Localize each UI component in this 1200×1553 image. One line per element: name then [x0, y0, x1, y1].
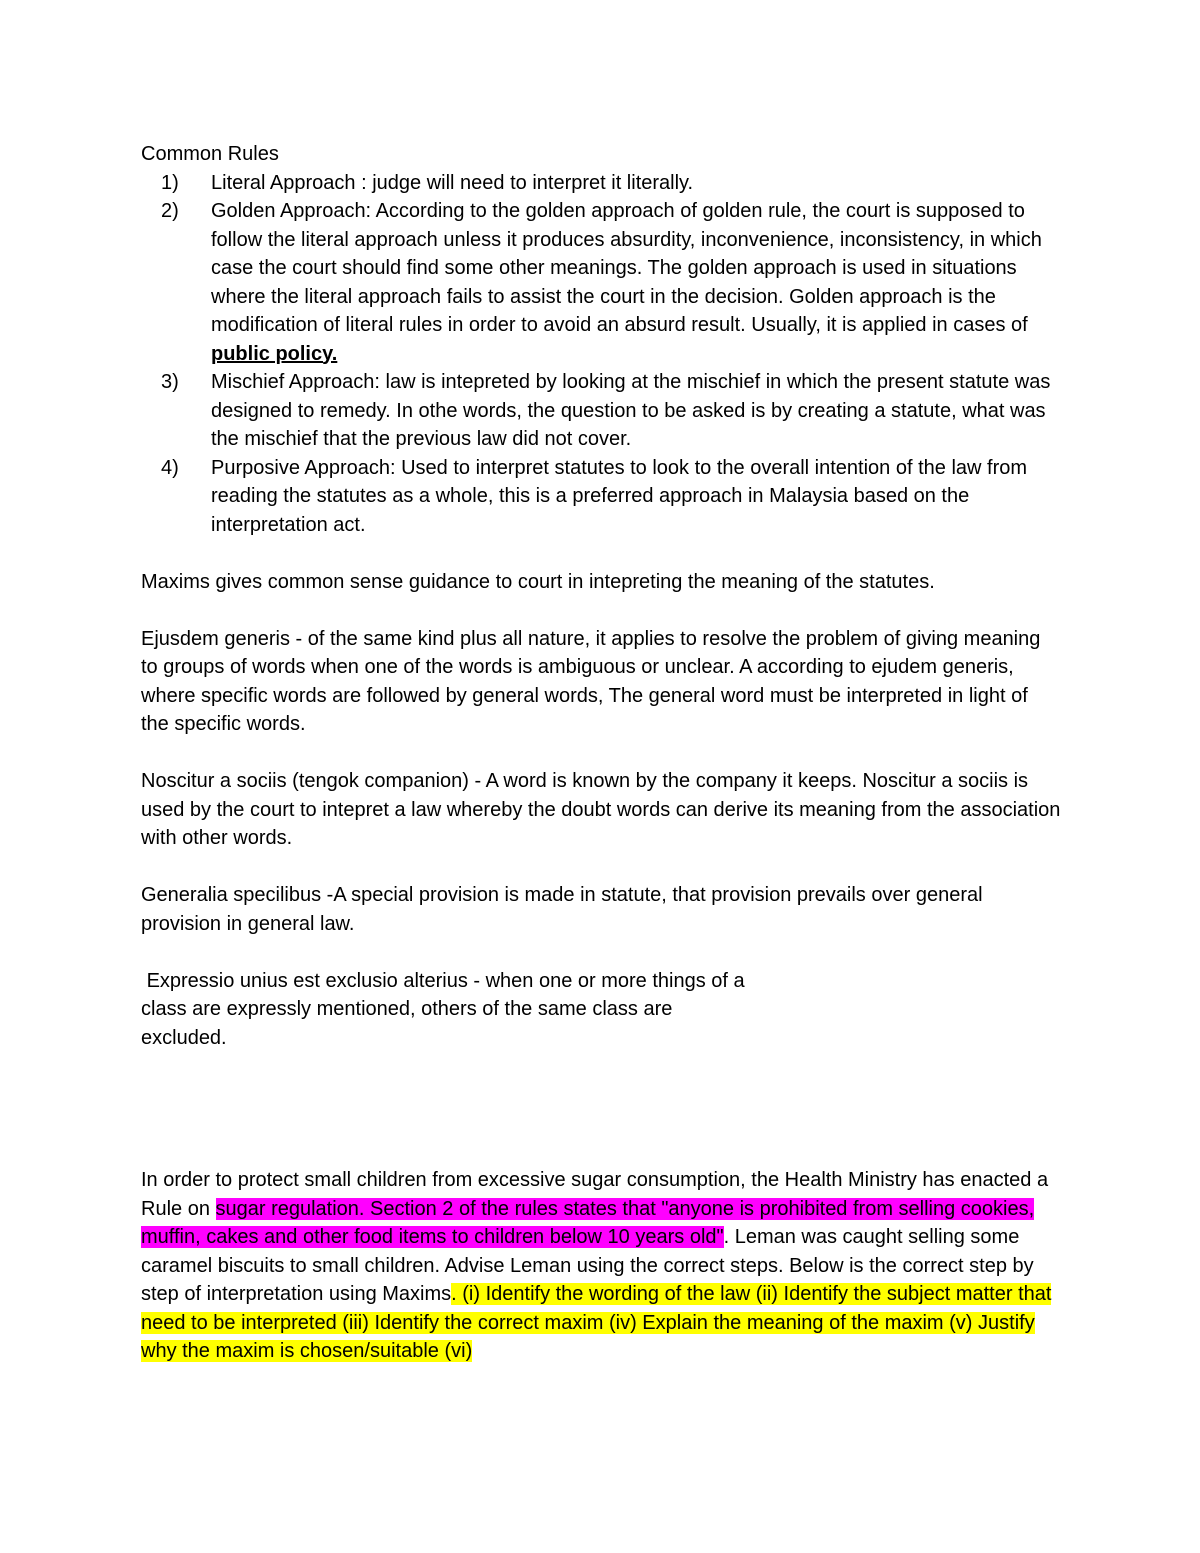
rule-number: 4): [161, 456, 179, 479]
rule-item: [141, 169, 1061, 198]
expressio-paragraph: Expressio unius est exclusio alterius - when one or more things of a class are expressly mentioned, others of the same class are excluded.: [141, 969, 751, 1049]
document-page: [141, 140, 1061, 1366]
ejusdem-generis-paragraph: Ejusdem generis - of the same kind plus all nature, it applies to resolve the problem of giving meaning to groups of words when one of the words is ambiguous or unclear. A according to ejudem generis, where specific words are followed by general words, The general word must be interpreted in light of the specific words.: [141, 627, 1041, 735]
spacer: [141, 539, 1061, 568]
rule-text: Mischief Approach: law is intepreted by looking at the mischief in which the present statute was designed to remedy. In othe words, the question to be asked is by creating a statute, what was the mischief that the previous law did not cover.: [211, 371, 1051, 450]
spacer: [141, 853, 1061, 882]
rules-list: [141, 169, 1061, 540]
rule-text: Golden Approach: According to the golden approach of golden rule, the court is supposed to follow the literal approach unless it produces absurdity, inconvenience, inconsistency, in which case the court should find some other meanings. The golden approach is used in situations where the literal approach fails to assist the court in the decision. Golden approach is the modification of literal rules in order to avoid an absurd result. Usually, it is applied in cases of: [211, 200, 1042, 336]
rule-text: Purposive Approach: Used to interpret statutes to look to the overall intention of the law from reading the statutes as a whole, this is a preferred approach in Malaysia based on the interpretation act.: [211, 456, 1028, 536]
heading-common-rules: Common Rules: [141, 143, 279, 165]
rule-item: [141, 197, 1061, 368]
public-policy-emphasis: public policy.: [211, 342, 338, 365]
yellow-highlighted-text: . (i) Identify the wording of the law (ii) Identify the subject matter that need to be interpreted (iii) Identify the correct maxim (iv) Explain the meaning of the maxim (v) Justify why the maxim is chosen/suitable (vi): [141, 1283, 1052, 1362]
spacer: [141, 739, 1061, 768]
rule-number: 2): [161, 200, 179, 222]
maxims-intro-paragraph: Maxims gives common sense guidance to court in intepreting the meaning of the statutes.: [141, 570, 935, 593]
generalia-paragraph: Generalia specilibus -A special provision is made in statute, that provision prevails over general provision in general law.: [141, 884, 983, 935]
rule-text: Literal Approach : judge will need to interpret it literally.: [211, 171, 694, 194]
question-paragraph: [141, 1166, 1061, 1366]
spacer: [141, 596, 1061, 625]
rule-number: 3): [161, 371, 179, 393]
question-text: . Leman was caught selling some caramel biscuits to small children. Advise Leman using the correct steps. Below is the correct step by step of interpretation using Maxims: [141, 1226, 1034, 1305]
noscitur-paragraph: Noscitur a sociis (tengok companion) - A word is known by the company it keeps. Noscitur a sociis is used by the court to intepret a law whereby the doubt words can derive its meaning from the association with other words.: [141, 770, 1061, 849]
pink-highlighted-text: sugar regulation. Section 2 of the rules states that "anyone is prohibited from selling cookies, muffin, cakes and other food items to children below 10 years old": [141, 1197, 1035, 1248]
rule-item: [141, 368, 1061, 454]
spacer: [141, 1052, 1061, 1166]
rule-item: [141, 454, 1061, 540]
question-text: In order to protect small children from excessive sugar consumption, the Health Ministry has enacted a Rule on: [141, 1169, 1049, 1220]
rule-number: 1): [161, 171, 179, 194]
spacer: [141, 938, 1061, 967]
